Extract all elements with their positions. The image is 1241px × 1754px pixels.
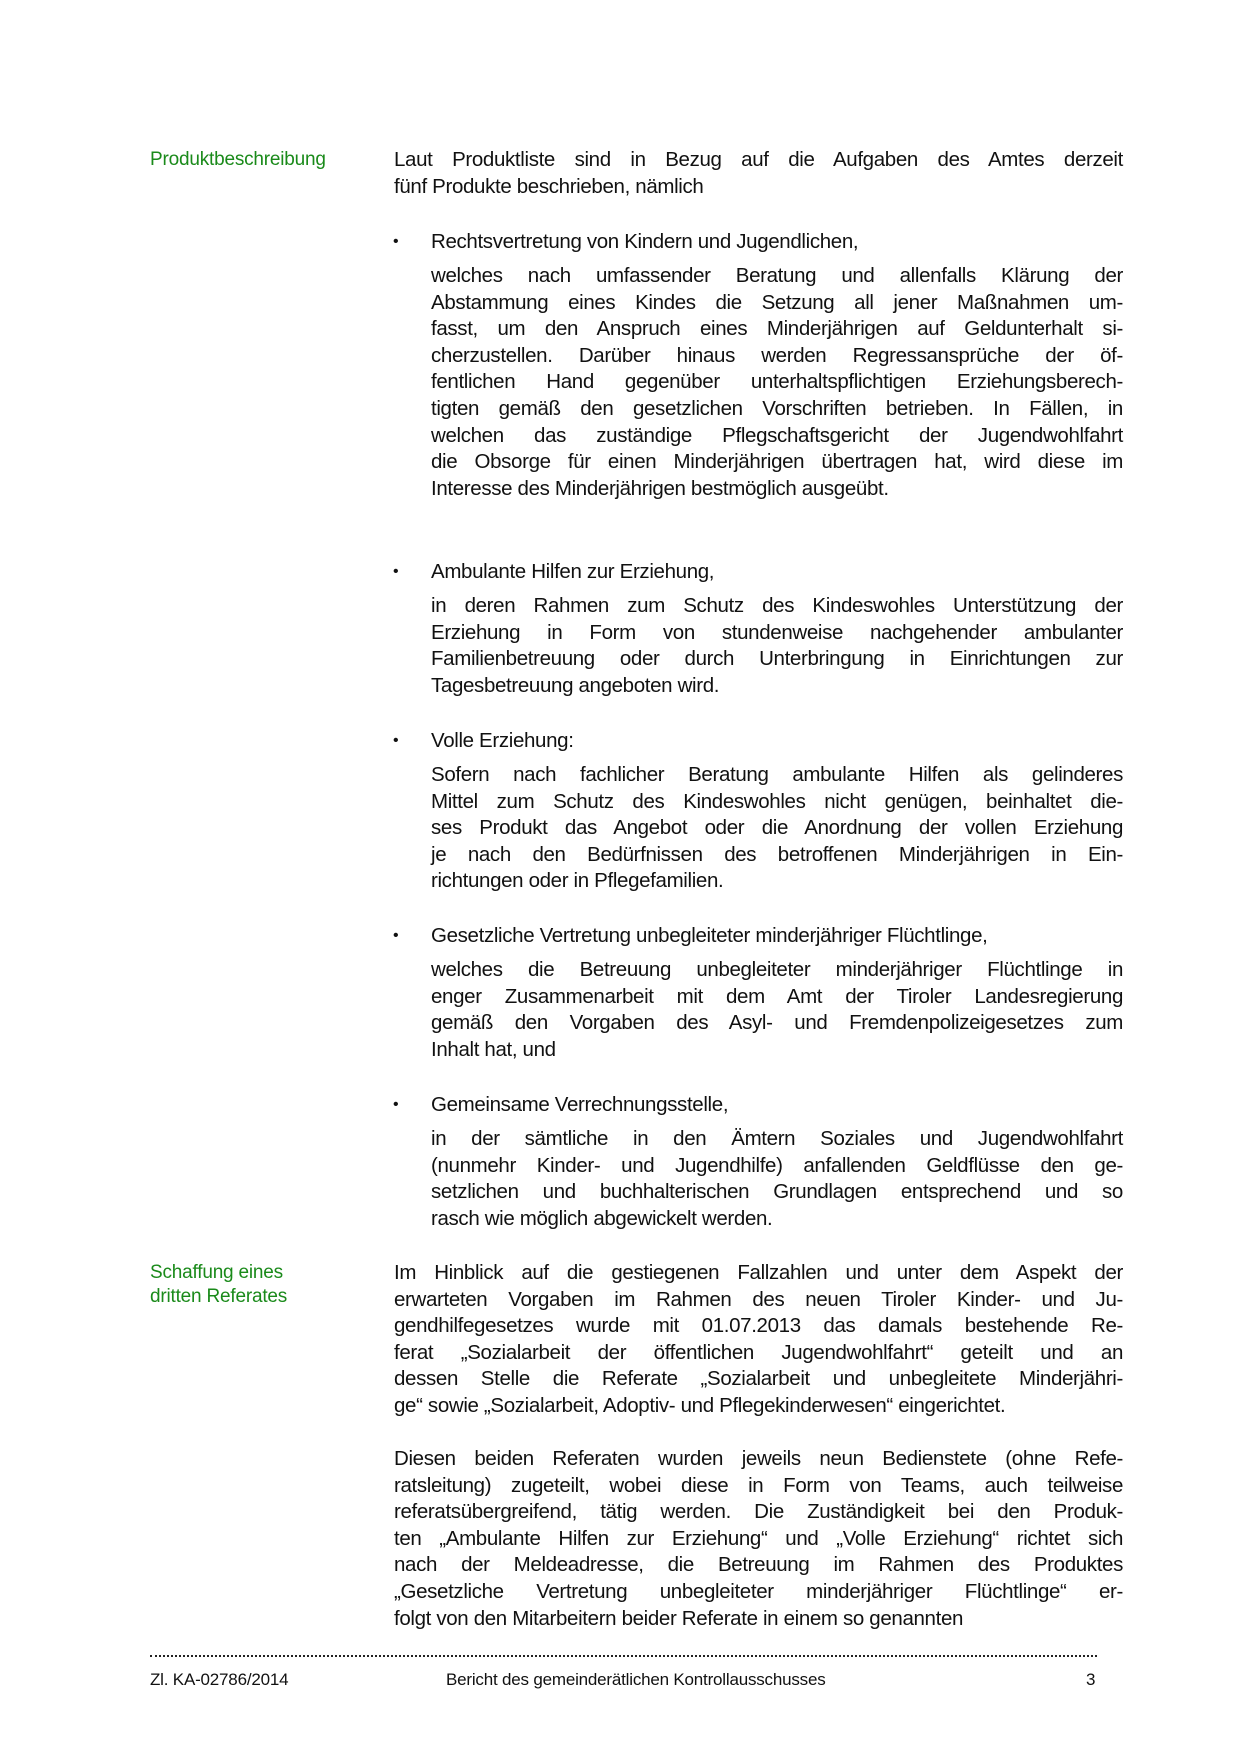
bullet-description [431, 762, 1123, 895]
text-line: ge“ sowie „Sozialarbeit, Adoptiv- und Pflegekinderwesen“ eingerichtet. [394, 1393, 1006, 1417]
text-line: richtungen oder in Pflegefamilien. [431, 869, 724, 893]
bullet-icon: • [393, 927, 399, 944]
text-line: in deren Rahmen zum Schutz des Kindeswohles Unterstützung der [431, 594, 1123, 617]
section-label-produktbeschreibung: Produktbeschreibung [150, 149, 326, 170]
footer-title: Bericht des gemeinderätlichen Kontrollausschusses [446, 1670, 826, 1689]
text-line: Diesen beiden Referaten wurden jeweils neun Bedienstete (ohne Refe- [394, 1447, 1123, 1470]
text-line: referatsübergreifend, tätig werden. Die Zuständigkeit bei den Produk- [394, 1500, 1123, 1524]
paragraph [394, 1260, 1123, 1420]
bullet-icon: • [393, 1096, 399, 1113]
text-line: „Gesetzliche Vertretung unbegleiteter minderjähriger Flüchtlinge“ er- [394, 1579, 1123, 1603]
text-line: ferat „Sozialarbeit der öffentlichen Jugendwohlfahrt“ geteilt und an [394, 1340, 1123, 1364]
bullet-title: Rechtsvertretung von Kindern und Jugendlichen, [431, 230, 859, 253]
label-line: Schaffung eines [150, 1262, 283, 1283]
intro-paragraph [394, 147, 1123, 200]
text-line: Mittel zum Schutz des Kindeswohles nicht genügen, beinhaltet die- [431, 789, 1123, 813]
text-line: folgt von den Mitarbeitern beider Referate in einem so genannten [394, 1606, 964, 1630]
text-line: (nunmehr Kinder- und Jugendhilfe) anfallenden Geldflüsse den ge- [431, 1153, 1123, 1177]
paragraph [394, 1446, 1123, 1632]
section-label-drittes-referat [150, 1261, 287, 1309]
text-line: fasst, um den Anspruch eines Minderjährigen auf Geldunterhalt si- [431, 317, 1123, 341]
bullet-icon: • [393, 233, 399, 250]
bullet-icon: • [393, 732, 399, 749]
text-line: nach der Meldeadresse, die Betreuung im Rahmen des Produktes [394, 1553, 1123, 1577]
text-line: Inhalt hat, und [431, 1037, 556, 1061]
text-line: tigten gemäß den gesetzlichen Vorschriften betrieben. In Fällen, in [431, 396, 1123, 420]
text-line: Erziehung in Form von stundenweise nachgehender ambulanter [431, 620, 1123, 644]
text-line: ratsleitung) zugeteilt, wobei diese in Form von Teams, auch teilweise [394, 1473, 1123, 1497]
text-line: welchen das zuständige Pflegschaftsgericht der Jugendwohlfahrt [431, 423, 1123, 447]
label-line: dritten Referates [150, 1286, 288, 1307]
text-line: Sofern nach fachlicher Beratung ambulante Hilfen als gelinderes [431, 763, 1123, 786]
text-line: gemäß den Vorgaben des Asyl- und Fremdenpolizeigesetzes zum [431, 1011, 1123, 1035]
text-line: welches die Betreuung unbegleiteter minderjähriger Flüchtlinge in [431, 958, 1123, 981]
text-line: cherzustellen. Darüber hinaus werden Regressansprüche der öf- [431, 343, 1123, 367]
bullet-title: Gesetzliche Vertretung unbegleiteter minderjähriger Flüchtlinge, [431, 924, 988, 947]
bullet-description [431, 593, 1123, 699]
text-line: Im Hinblick auf die gestiegenen Fallzahlen und unter dem Aspekt der [394, 1261, 1123, 1284]
text-line: ses Produkt das Angebot oder die Anordnung der vollen Erziehung [431, 816, 1123, 840]
bullet-description [431, 263, 1123, 502]
text-line: setzlichen und buchhalterischen Grundlagen entsprechend und so [431, 1180, 1123, 1204]
text-line: Familienbetreuung oder durch Unterbringung in Einrichtungen zur [431, 647, 1123, 671]
footer-reference: Zl. KA-02786/2014 [150, 1670, 289, 1689]
text-line: fünf Produkte beschrieben, nämlich [394, 174, 704, 198]
text-line: gendhilfegesetzes wurde mit 01.07.2013 das damals bestehende Re- [394, 1314, 1123, 1338]
text-line: Tagesbetreuung angeboten wird. [431, 673, 720, 697]
bullet-title: Gemeinsame Verrechnungsstelle, [431, 1093, 729, 1116]
text-line: ten „Ambulante Hilfen zur Erziehung“ und „Volle Erziehung“ richtet sich [394, 1526, 1123, 1550]
bullet-description [431, 1126, 1123, 1232]
bullet-description [431, 957, 1123, 1063]
text-line: die Obsorge für einen Minderjährigen übertragen hat, wird diese im [431, 450, 1123, 474]
bullet-icon: • [393, 563, 399, 580]
bullet-title: Ambulante Hilfen zur Erziehung, [431, 560, 715, 583]
text-line: Abstammung eines Kindes die Setzung all jener Maßnahmen um- [431, 290, 1123, 314]
text-line: fentlichen Hand gegenüber unterhaltspflichtigen Erziehungsberech- [431, 370, 1123, 394]
text-line: je nach den Bedürfnissen des betroffenen Minderjährigen in Ein- [431, 842, 1123, 866]
page-number: 3 [1086, 1670, 1096, 1689]
text-line: enger Zusammenarbeit mit dem Amt der Tiroler Landesregierung [431, 984, 1123, 1008]
bullet-title: Volle Erziehung: [431, 729, 574, 752]
footer-rule [150, 1655, 1097, 1657]
text-line: rasch wie möglich abgewickelt werden. [431, 1206, 773, 1230]
text-line: Laut Produktliste sind in Bezug auf die Aufgaben des Amtes derzeit [394, 148, 1123, 171]
text-line: erwarteten Vorgaben im Rahmen des neuen Tiroler Kinder- und Ju- [394, 1287, 1123, 1311]
text-line: welches nach umfassender Beratung und allenfalls Klärung der [431, 264, 1123, 287]
text-line: Interesse des Minderjährigen bestmöglich ausgeübt. [431, 476, 889, 500]
text-line: in der sämtliche in den Ämtern Soziales und Jugendwohlfahrt [431, 1127, 1123, 1150]
text-line: dessen Stelle die Referate „Sozialarbeit und unbegleitete Minderjähri- [394, 1367, 1123, 1391]
